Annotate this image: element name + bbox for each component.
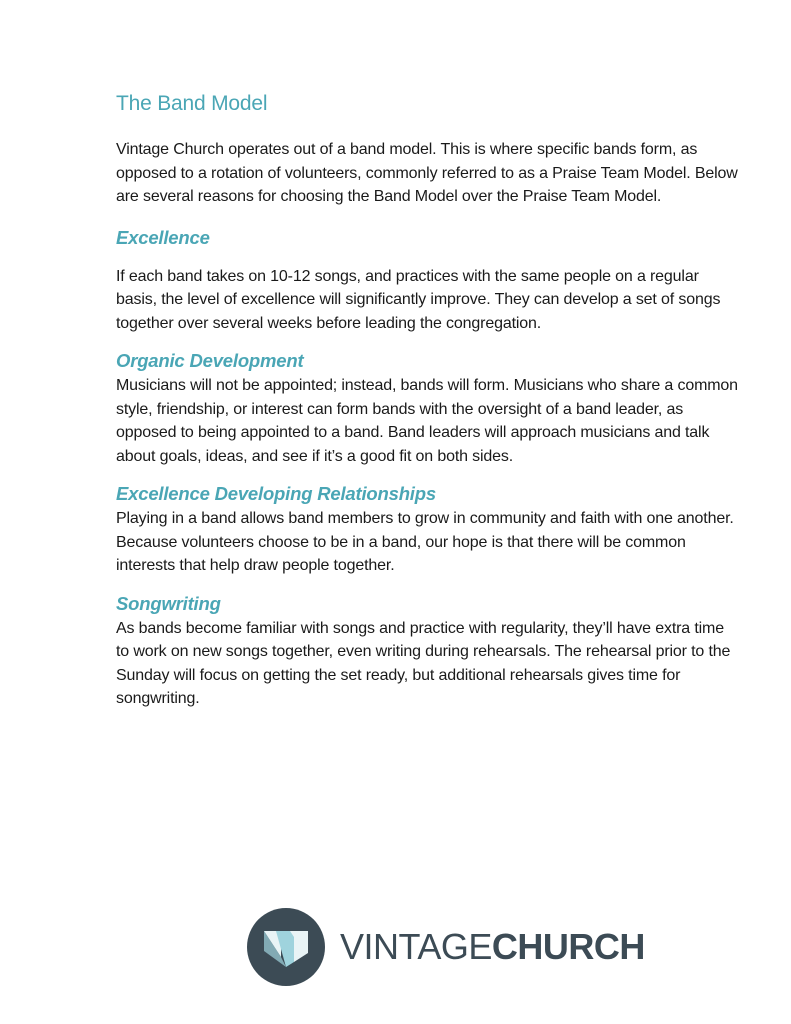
section-organic-development	[116, 348, 741, 468]
section-excellence	[116, 225, 741, 336]
section-body: Musicians will not be appointed; instead, bands will form. Musicians who share a common style, friendship, or interest can form bands with the oversight of a band leader, as opposed to being appointed to a band. Band leaders will approach musicians and talk about goals, ideas, and see if it’s a good fit on both sides.	[116, 377, 738, 465]
logo-wordmark	[340, 926, 645, 967]
section-heading: Excellence Developing Relationships	[116, 483, 436, 504]
section-developing-relationships	[116, 481, 741, 578]
section-heading: Organic Development	[116, 350, 304, 371]
section-body: Playing in a band allows band members to grow in community and faith with one another. Because volunteers choose to be in a band, our hope is that there will be common interests that help draw people together.	[116, 510, 734, 574]
section-songwriting	[116, 591, 741, 711]
logo-wordmark-light: VINTAGE	[340, 926, 492, 967]
document-page	[116, 92, 741, 724]
intro-paragraph: Vintage Church operates out of a band model. This is where specific bands form, as opposed to a rotation of volunteers, commonly referred to as a Praise Team Model. Below are several reasons for choosing the Band Model over the Praise Team Model.	[116, 141, 738, 205]
logo-wordmark-bold: CHURCH	[491, 926, 645, 967]
page-title: The Band Model	[116, 92, 268, 115]
section-heading: Excellence	[116, 226, 210, 248]
section-heading: Songwriting	[116, 592, 221, 614]
vintage-church-logo	[246, 906, 645, 988]
section-body: As bands become familiar with songs and practice with regularity, they’ll have extra time to work on new songs together, even writing during rehearsals. The rehearsal prior to the Sunday will focus on getting the set ready, but additional rehearsals gives time for songwriting.	[116, 619, 731, 707]
section-body: If each band takes on 10-12 songs, and practices with the same people on a regular basis, the level of excellence will significantly improve. They can develop a set of songs together over several weeks before leading the congregation.	[116, 267, 721, 332]
church-emblem-icon	[246, 907, 326, 987]
